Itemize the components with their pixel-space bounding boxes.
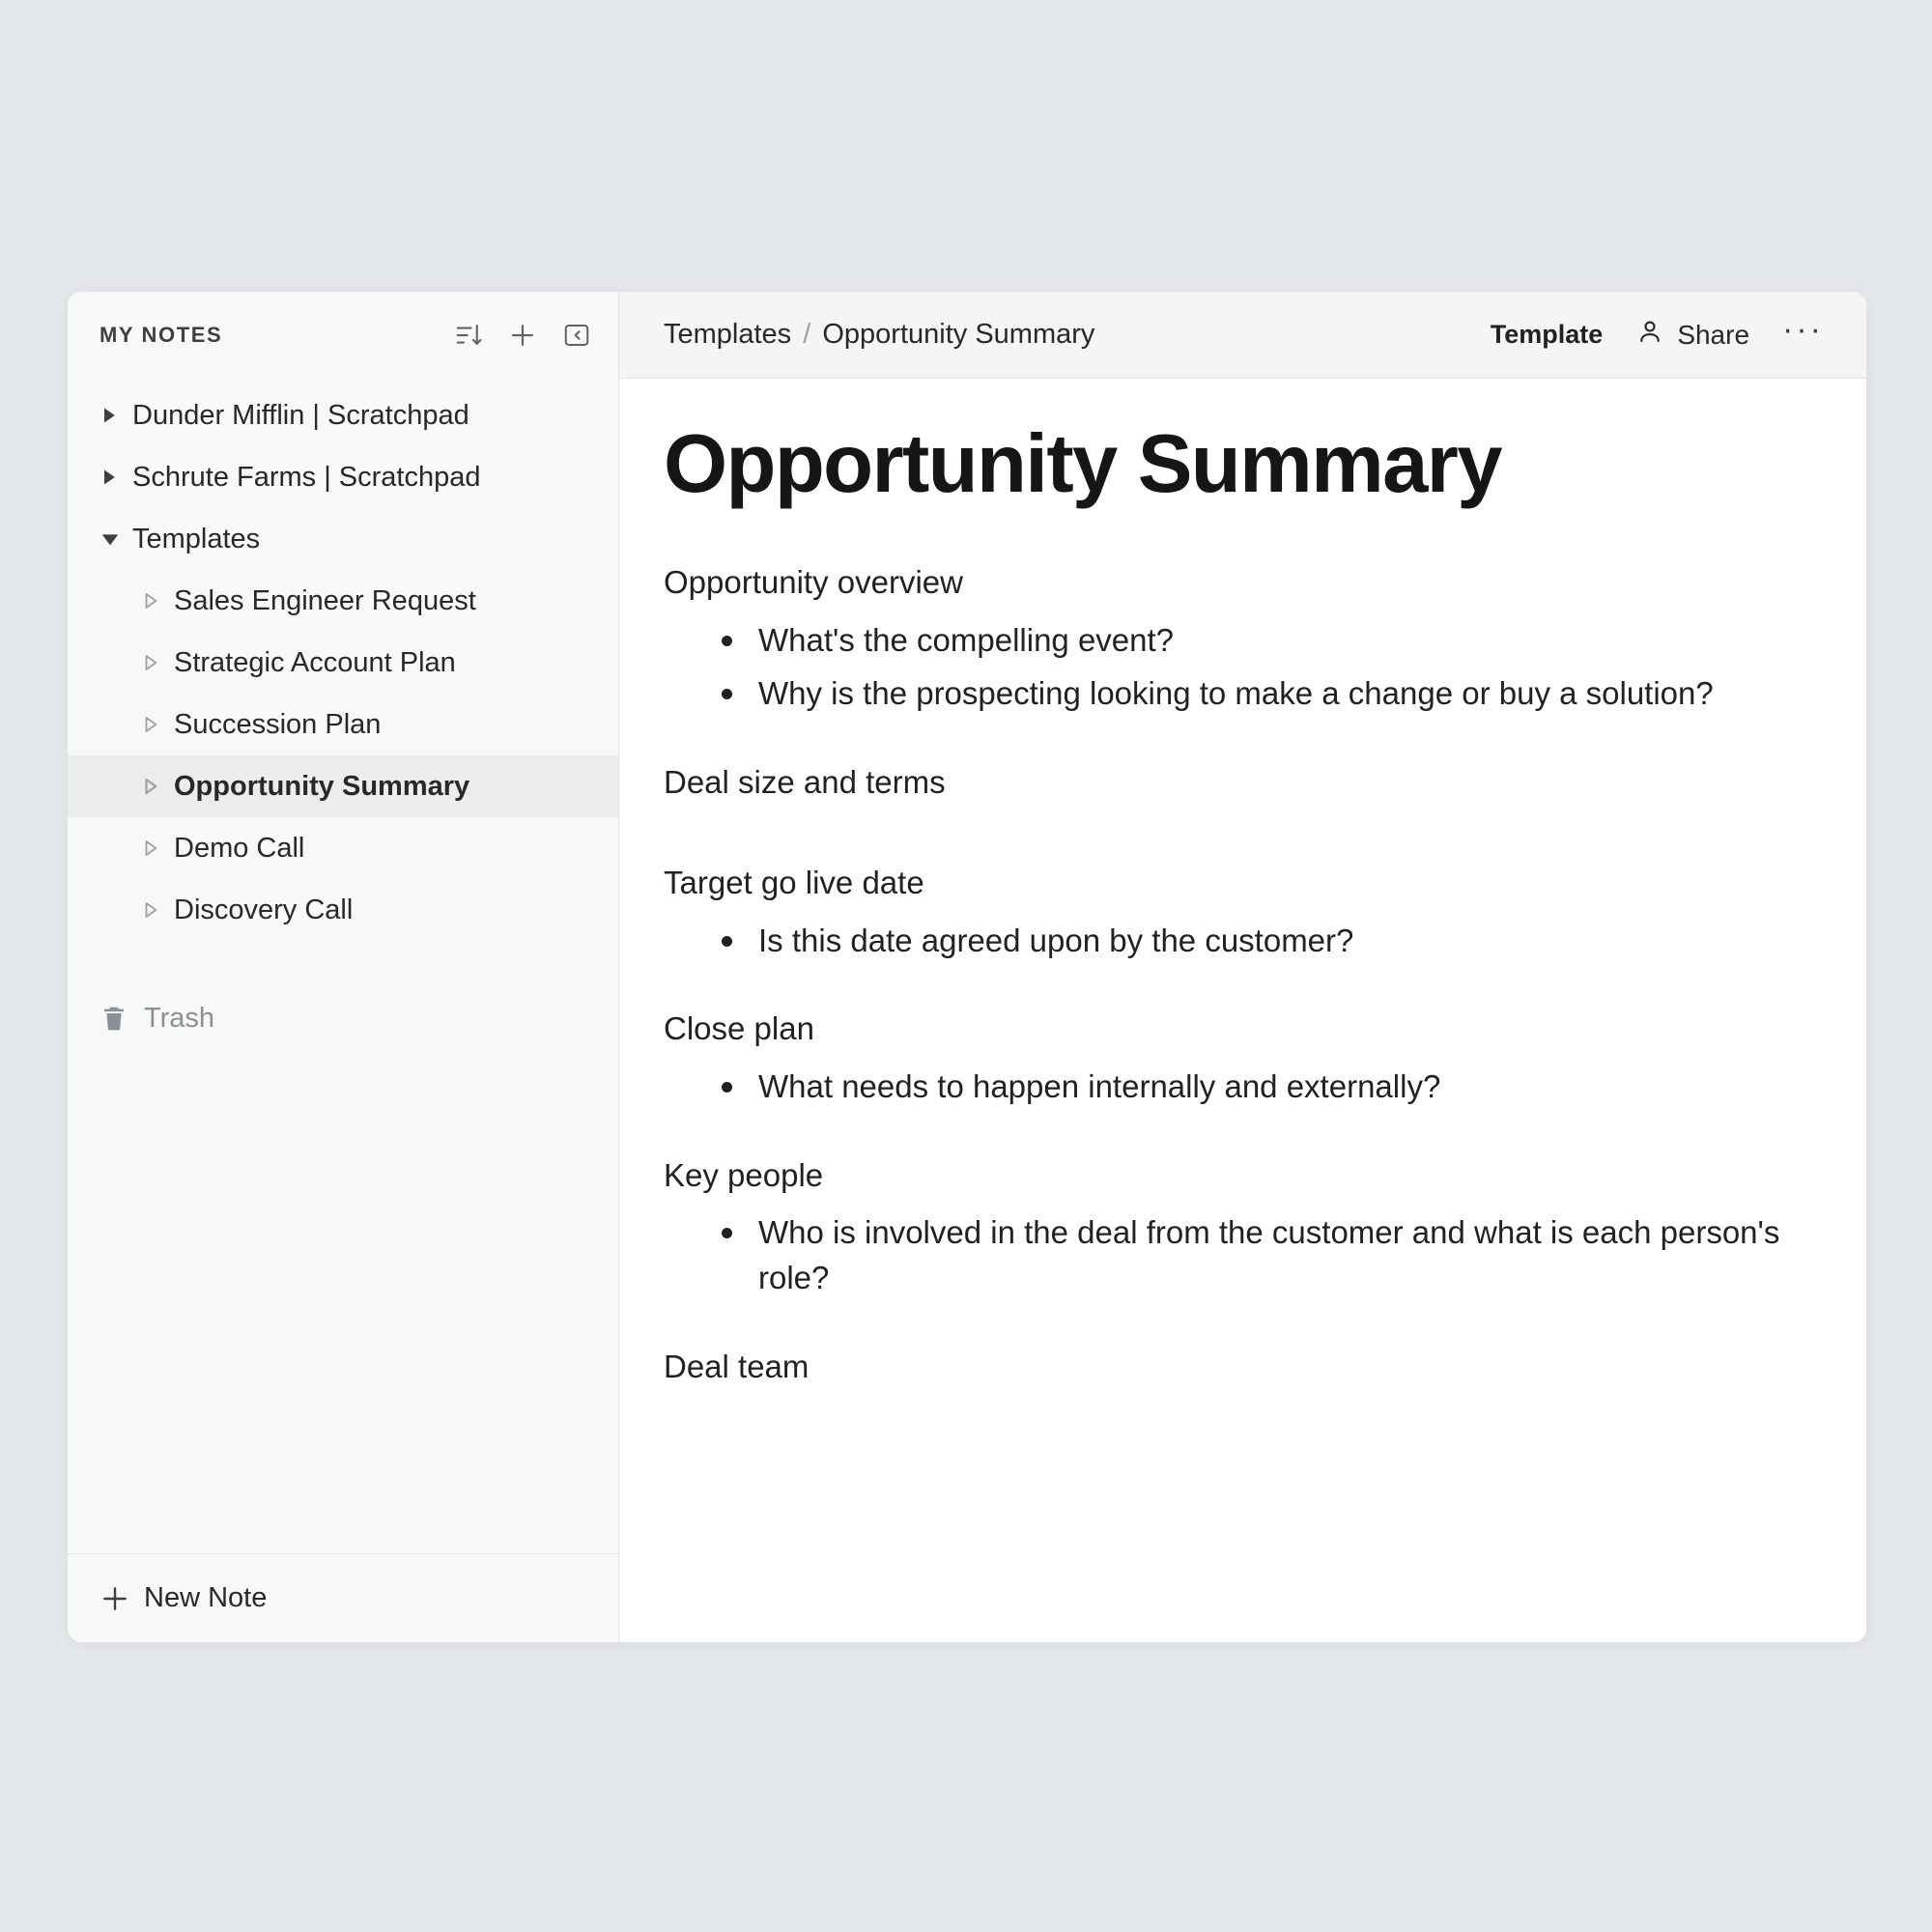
- chevron-right-outline-icon[interactable]: [141, 591, 174, 611]
- document-body[interactable]: [619, 379, 1866, 1642]
- new-note-label: New Note: [144, 1582, 268, 1613]
- collapse-sidebar-icon[interactable]: [562, 321, 591, 350]
- chevron-right-outline-icon[interactable]: [141, 653, 174, 672]
- breadcrumb: [664, 319, 1491, 351]
- spacer: [664, 817, 1808, 862]
- list-item: What's the compelling event?: [722, 618, 1808, 664]
- sidebar-item-dunder-mifflin-scratchpad[interactable]: [68, 384, 618, 446]
- plus-icon: [99, 1583, 144, 1614]
- more-options-icon[interactable]: ···: [1782, 311, 1824, 348]
- sidebar-item-label: Opportunity Summary: [174, 770, 470, 802]
- trash-label: Trash: [144, 1002, 215, 1034]
- chevron-right-outline-icon[interactable]: [141, 777, 174, 796]
- sidebar-item-sales-engineer-request[interactable]: [68, 570, 618, 632]
- notes-tree: [68, 379, 618, 1553]
- sidebar-item-label: Discovery Call: [174, 894, 354, 925]
- sidebar-item-label: Sales Engineer Request: [174, 584, 476, 616]
- section-bullets: [664, 919, 1808, 964]
- sidebar-item-schrute-farms-scratchpad[interactable]: [68, 446, 618, 508]
- list-item: Who is involved in the deal from the customer and what is each person's role?: [722, 1210, 1808, 1301]
- section-heading: Target go live date: [664, 865, 924, 901]
- sidebar-item-strategic-account-plan[interactable]: [68, 632, 618, 694]
- chevron-right-outline-icon[interactable]: [141, 715, 174, 734]
- sidebar-header: [68, 292, 618, 379]
- section-bullets: [664, 618, 1808, 717]
- sidebar-item-label: Succession Plan: [174, 708, 382, 740]
- section-bullets: [664, 1065, 1808, 1110]
- chevron-right-icon[interactable]: [99, 406, 132, 425]
- list-item: Is this date agreed upon by the customer?: [722, 919, 1808, 964]
- sidebar-item-label: Schrute Farms | Scratchpad: [132, 461, 481, 493]
- list-item: What needs to happen internally and externally?: [722, 1065, 1808, 1110]
- section-heading: Key people: [664, 1156, 824, 1193]
- sort-icon[interactable]: [454, 321, 483, 350]
- sidebar-header-actions: [454, 321, 591, 350]
- section-heading: Close plan: [664, 1010, 814, 1047]
- sidebar: [68, 292, 619, 1642]
- person-icon: [1635, 317, 1664, 353]
- sidebar-item-demo-call[interactable]: [68, 817, 618, 879]
- new-note-button[interactable]: [68, 1553, 618, 1642]
- sidebar-item-opportunity-summary[interactable]: [68, 755, 618, 817]
- list-item: Why is the prospecting looking to make a change or buy a solution?: [722, 671, 1808, 717]
- chevron-right-outline-icon[interactable]: [141, 838, 174, 858]
- chevron-right-outline-icon[interactable]: [141, 900, 174, 920]
- chevron-right-icon[interactable]: [99, 468, 132, 487]
- breadcrumb-current: Opportunity Summary: [822, 319, 1095, 350]
- sidebar-item-discovery-call[interactable]: [68, 879, 618, 941]
- template-badge[interactable]: Template: [1490, 320, 1604, 349]
- sidebar-item-label: Dunder Mifflin | Scratchpad: [132, 399, 469, 431]
- sidebar-item-label: Demo Call: [174, 832, 305, 864]
- breadcrumb-parent[interactable]: Templates: [664, 319, 792, 350]
- sidebar-item-succession-plan[interactable]: [68, 694, 618, 755]
- sidebar-item-label: Strategic Account Plan: [174, 646, 456, 678]
- share-label: Share: [1677, 319, 1750, 350]
- page-title: Opportunity Summary: [664, 418, 1501, 510]
- document-header: [619, 292, 1866, 379]
- add-note-icon[interactable]: [508, 321, 537, 350]
- breadcrumb-separator: /: [803, 319, 811, 350]
- sidebar-title: MY NOTES: [99, 323, 223, 347]
- main-panel: [619, 292, 1866, 1642]
- share-button[interactable]: [1635, 317, 1749, 353]
- chevron-down-icon[interactable]: [99, 528, 132, 550]
- section-heading: Opportunity overview: [664, 564, 963, 601]
- section-heading: Deal team: [664, 1349, 810, 1385]
- sidebar-item-trash[interactable]: [68, 987, 618, 1049]
- section-bullets: [664, 1210, 1808, 1301]
- document-actions: [1491, 311, 1824, 358]
- notes-app-window: [68, 292, 1866, 1642]
- section-heading: Deal size and terms: [664, 763, 946, 800]
- sidebar-item-label: Templates: [132, 523, 261, 554]
- sidebar-item-templates[interactable]: [68, 508, 618, 570]
- trash-icon: [99, 1004, 144, 1033]
